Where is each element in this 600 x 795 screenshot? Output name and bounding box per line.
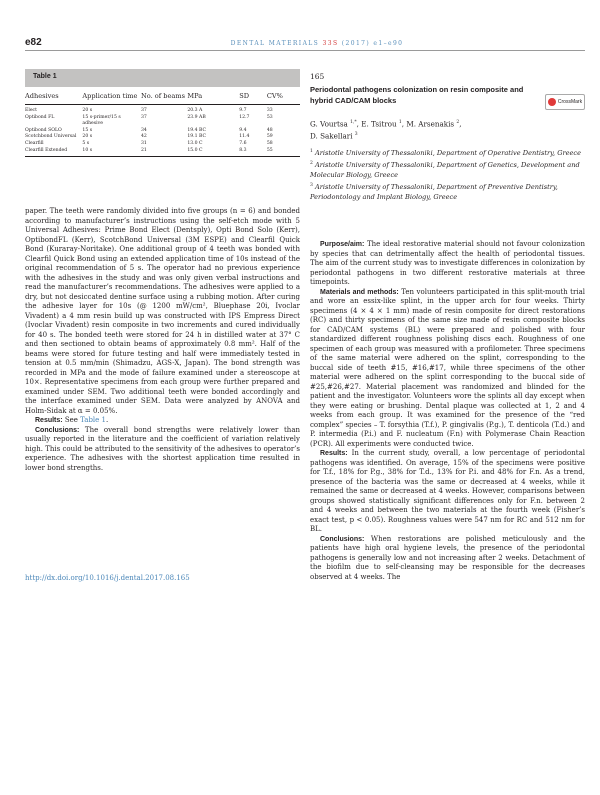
cell-time: 5 s bbox=[82, 141, 90, 147]
table-1-link[interactable]: Table 1 bbox=[80, 416, 106, 424]
header-rule bbox=[25, 50, 585, 51]
col-adhesives: Adhesives bbox=[25, 87, 82, 105]
author-3: , M. Arsenakis bbox=[401, 119, 457, 129]
right-column-text bbox=[310, 240, 585, 582]
author-4: D. Sakellari bbox=[310, 130, 355, 140]
left-column-text bbox=[25, 207, 300, 473]
affiliation-1 bbox=[310, 147, 585, 159]
crossmark-label: CrossMark bbox=[557, 99, 583, 105]
cell-cv: 58 bbox=[266, 141, 273, 147]
cell-sd: 12.7 bbox=[239, 115, 250, 121]
table-row bbox=[25, 115, 300, 127]
results-text-right: In the current study, overall, a low percentage of periodontal pathogens was identified. On average, 15% of the specimens were positive for T.f., 18% for P.g., 38% for T.d., 13% for P.i. and 48% for F.n. As a trend, presence of the bacteria was the same or decreased at 4 weeks, while it remained the same or decreased at 4 weeks. However, comparisons between groups showed statistically significant differences only for F.n. between 2 and 4 weeks and between the two materials at the fourth week (Fisher’s exact test, p < 0.05). Roughness values were 547 nm for RC and 512 nm for BL. bbox=[310, 449, 585, 533]
cell-beams: 34 bbox=[140, 127, 147, 133]
results-text: See bbox=[62, 416, 81, 424]
col-cv: CV% bbox=[267, 87, 300, 105]
conclusions-text-right: When restorations are polished meticulously and the patients have high oral hygiene levels, the presence of the periodontal pathogens is generally low and not increasing after 2 weeks. Detachment of the biofilm due to self-cleansing may be responsible for the decreases observed at 4 weeks. The bbox=[310, 534, 585, 581]
results-paragraph-right bbox=[310, 449, 585, 535]
authors bbox=[310, 118, 585, 141]
page-number: e82 bbox=[25, 37, 42, 48]
cell-mpa: 20.3 A bbox=[187, 108, 203, 114]
methods-paragraph-right bbox=[310, 288, 585, 450]
methods-paragraph: paper. The teeth were randomly divided into five groups (n = 6) and bonded according to manufacturer’s instructions using the self-etch mode with 5 Universal Adhesives: Prime Bond Elect (Dentsply), Opti Bond Solo (Kerr), OptibondFL (Kerr), ScotchBond Universal (3M ESPE) and Clearfil Quick Bond (Kuraray-Noritake). One additional group of 4 teeth was bonded with Clearfil Quick Bond using an extended application time of 10s instead of the original recommendation of 5 s. The operator had no previous experience with the adhesives in the study and was only given verbal instructions and read the manufacturer’s recommendations. The adhesives were applied to a dry, but not desiccated dentine surface using a rubbing motion. After curing the adhesive layer for 10s (@ 1200 mW/cm², Bluephase 20i, Ivoclar Vivadent) a 4 mm resin build up was constructed with IPS Empress Direct (Ivoclar Vivadent) resin composite in two increments and cured individually for 40 s. The bonded teeth were stored for 24 h in distilled water at 37° C and then sectioned to obtain beams of approximately 0.8 mm². Half of the beams were stored for future testing and half were immediately tested in tension at 0.5 mm/min (Shimadzu, AGS-X, Japan). The bond strength was recorded in MPa and the mode of failure examined under a stereoscope at 10×. Representative specimens from each group were further prepared and examined under SEM. Two additional teeth were bonded accordingly and the interface examined under SEM. Data were analyzed by ANOVA and Holm-Sidak at α = 0.05%. bbox=[25, 207, 300, 415]
col-no-of-beams: No. of beams bbox=[141, 87, 187, 105]
cell-mpa: 19.4 BC bbox=[187, 127, 206, 133]
cell-adhesive: Clearfill Extended bbox=[25, 147, 82, 156]
results-label-right: Results: bbox=[320, 450, 348, 457]
crossmark-badge[interactable] bbox=[545, 94, 585, 110]
cell-sd: 9.7 bbox=[239, 108, 247, 114]
cell-adhesive: Scotchbond Universal bbox=[25, 134, 77, 140]
table-row bbox=[25, 147, 300, 156]
author-1: G. Vourtsa bbox=[310, 119, 351, 129]
purpose-paragraph bbox=[310, 240, 585, 288]
cell-beams: 37 bbox=[140, 115, 147, 121]
cell-adhesive: Optibond SOLO bbox=[25, 127, 62, 133]
results-label: Results: bbox=[35, 417, 63, 424]
conclusions-label-right: Conclusions: bbox=[320, 535, 365, 543]
affiliation-1-sup: 1 bbox=[310, 149, 313, 154]
col-application-time: Application time bbox=[82, 87, 141, 105]
author-1-sup: 1,* bbox=[350, 120, 357, 125]
affiliation-2-sup: 2 bbox=[310, 160, 313, 166]
cell-cv: 33 bbox=[266, 108, 273, 114]
table-row bbox=[25, 105, 300, 115]
col-mpa: MPa bbox=[187, 87, 239, 105]
conclusions-paragraph-right bbox=[310, 535, 585, 583]
author-sep: , bbox=[459, 119, 462, 129]
journal-volume: 33S bbox=[322, 40, 339, 47]
cell-adhesive: Optibond FL bbox=[25, 115, 55, 121]
affiliation-2 bbox=[310, 159, 585, 181]
affiliations bbox=[310, 147, 585, 203]
cell-cv: 53 bbox=[266, 115, 273, 121]
affiliation-1-text: Aristotle University of Thessaloniki, Department of Operative Dentistry, Greece bbox=[312, 149, 582, 158]
author-3-sup: 2 bbox=[456, 120, 460, 125]
abstract-title: Periodontal pathogens colonization on resin composite and hybrid CAD/CAM blocks bbox=[310, 85, 524, 105]
author-2-sup: 1 bbox=[398, 120, 402, 125]
col-sd: SD bbox=[239, 87, 267, 105]
cell-time: 20 s bbox=[82, 134, 93, 140]
cell-mpa: 15.0 C bbox=[187, 147, 239, 156]
author-2: , E. Tsitrou bbox=[356, 119, 399, 129]
results-end: . bbox=[106, 416, 109, 424]
cell-beams: 42 bbox=[140, 134, 147, 140]
cell-adhesive: Clearfill bbox=[25, 141, 44, 147]
cell-cv: 55 bbox=[267, 147, 300, 156]
affiliation-2-text: Aristotle University of Thessaloniki, Department of Genetics, Development and Molecular Biology, Greece bbox=[310, 160, 580, 180]
doi-link[interactable]: http://dx.doi.org/10.1016/j.dental.2017.08.165 bbox=[25, 574, 190, 582]
cell-time: 15 s-primer/15 s adhesive bbox=[82, 115, 121, 126]
crossmark-icon bbox=[548, 98, 556, 106]
table-1 bbox=[25, 69, 300, 157]
cell-mpa: 13.0 C bbox=[187, 141, 203, 147]
journal-pages: (2017) e1–e90 bbox=[338, 40, 404, 47]
cell-sd: 11.4 bbox=[239, 134, 250, 140]
conclusions-paragraph bbox=[25, 426, 300, 474]
journal-header bbox=[217, 40, 417, 47]
conclusions-label: Conclusions: bbox=[35, 426, 80, 434]
cell-sd: 9.4 bbox=[239, 127, 247, 133]
cell-time: 15 s bbox=[82, 127, 93, 133]
methods-label: Materials and methods: bbox=[320, 288, 399, 296]
cell-beams: 21 bbox=[141, 147, 187, 156]
affiliation-3-text: Aristotle University of Thessaloniki, Department of Preventive Dentistry, Periodontology and Implant Biology, Greece bbox=[310, 182, 558, 202]
cell-cv: 48 bbox=[266, 127, 273, 133]
cell-time: 10 s bbox=[82, 147, 141, 156]
cell-mpa: 23.9 AB bbox=[187, 115, 206, 121]
table-row bbox=[25, 127, 300, 134]
author-4-sup: 3 bbox=[354, 131, 358, 137]
affiliation-3-sup: 3 bbox=[310, 182, 313, 188]
bond-strength-table bbox=[25, 87, 300, 157]
table-row bbox=[25, 134, 300, 141]
table-title: Table 1 bbox=[25, 69, 300, 87]
cell-beams: 31 bbox=[140, 141, 147, 147]
abstract-number: 165 bbox=[310, 72, 325, 81]
purpose-label: Purpose/aim: bbox=[320, 241, 365, 248]
conclusions-text: The overall bond strengths were relatively lower than usually reported in the literature and the coefficient of variation relatively high. This could be attributed to the sensitivity of the adhesives to operator’s experience. The adhesives with the shortest application time resulted in lower bond strengths. bbox=[25, 425, 300, 472]
cell-sd: 7.6 bbox=[239, 141, 247, 147]
methods-text: Ten volunteers participated in this split-mouth trial and wore an essix-like splint, in the upper arch for four weeks. Thirty specimens (4 × 4 × 1 mm) made of resin composite for direct restorations (RC) and thirty specimens of the same size made of resin composite blocks for CAD/CAM systems (BL) were prepared and polished with four standardized different roughness polishing discs each. Roughness of one specimen of each group was measured with a profilometer. Three specimens of the same material were adhered on the splint, corresponding to the buccal side of teeth #15, #16,#17, while three specimens of the other material were adhered on the splint corresponding to the buccal side of #25,#26,#27. Material placement was randomized and blinded for the patient and the investigator. Volunteers wore the splints all day except when they were eating or brushing. Dental plaque was collected at 1, 2 and 4 weeks from each group. It was examined for the presence of the “red complex” species – T. forsythia (T.f.), P. gingivalis (P.g.), T. denticola (T.d.) and P. intermedia (P.i.) and F. nucleatum (F.n) with Polymerase Chain Reaction (PCR). All experiments were conducted twice. bbox=[310, 287, 585, 448]
cell-cv: 59 bbox=[266, 134, 273, 140]
table-header-row bbox=[25, 87, 300, 105]
results-paragraph bbox=[25, 416, 300, 426]
purpose-text: The ideal restorative material should not favour colonization by species that can detrimentally affect the health of periodontal tissues. The aim of the current study was to investigate differences in colonization by periodontal pathogens in two different restorative materials at three timepoints. bbox=[310, 240, 585, 286]
table-row bbox=[25, 141, 300, 148]
cell-beams: 37 bbox=[140, 108, 147, 114]
cell-time: 20 s bbox=[82, 108, 93, 114]
cell-adhesive: Elect bbox=[25, 108, 37, 114]
cell-mpa: 19.1 BC bbox=[187, 134, 206, 140]
journal-name: DENTAL MATERIALS bbox=[230, 40, 323, 47]
cell-sd: 8.3 bbox=[239, 147, 267, 156]
affiliation-3 bbox=[310, 181, 585, 203]
